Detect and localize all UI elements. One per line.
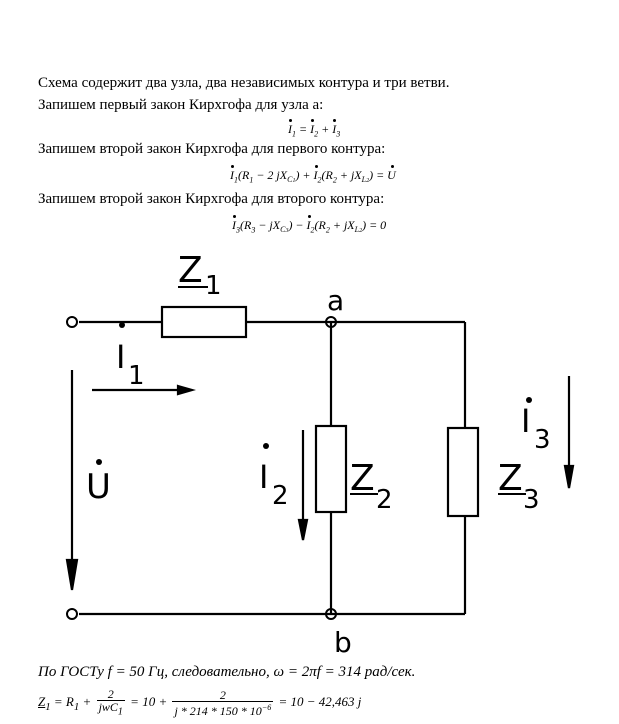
z2-label: Z bbox=[350, 458, 375, 499]
second-law-heading-2: Запишем второй закон Кирхгофа для второго контура: bbox=[38, 191, 385, 207]
second-law-heading-1: Запишем второй закон Кирхгофа для первого контура: bbox=[38, 141, 386, 157]
z1-calculation: $Z_1 = R_1$ + $\frac{2}{jwC_1}$ = 10 + $\frac{2}{j * 214 * 150 * 10^{-6}}$ = 10 − 42,463 j bbox=[38, 687, 362, 719]
i2-subscript: 2 bbox=[272, 481, 289, 511]
terminal-top bbox=[67, 317, 77, 327]
i1-dot bbox=[119, 322, 125, 328]
node-a-label: a bbox=[327, 284, 345, 317]
z3-subscript: 3 bbox=[523, 485, 540, 515]
u-arrowhead bbox=[67, 560, 77, 590]
z2-resistor bbox=[316, 426, 346, 512]
z1-subscript: 1 bbox=[205, 271, 222, 301]
u-dot bbox=[96, 459, 102, 465]
z1-label: Z bbox=[178, 250, 203, 291]
i1-label: I bbox=[116, 338, 126, 376]
terminal-bottom bbox=[67, 609, 77, 619]
i3-subscript: 3 bbox=[534, 425, 551, 455]
z3-label: Z bbox=[498, 458, 523, 499]
i2-label: I bbox=[259, 458, 269, 496]
u-label: U bbox=[86, 467, 111, 507]
i3-label: I bbox=[521, 402, 531, 440]
i3-arrowhead bbox=[565, 466, 573, 488]
node-b-label: b bbox=[334, 626, 352, 659]
z1-fraction-2: $\frac{2}{j * 214 * 150 * 10^{-6}}$ bbox=[174, 688, 272, 719]
i2-dot bbox=[263, 443, 269, 449]
gost-line: По ГОСТу f = 50 Гц, следовательно, ω = 2πf = 314 рад/сек. bbox=[38, 664, 416, 680]
i2-arrowhead bbox=[299, 520, 307, 540]
circuit-diagram bbox=[0, 228, 619, 660]
kirchhoff-second-law-equation-2: $I_3(R_3 - jX_{C3}) - I_2(R_2 + jX_{L2}) = 0$ bbox=[232, 218, 387, 235]
z1-fraction-1: $\frac{2}{jwC_1}$ bbox=[98, 687, 123, 718]
z3-resistor bbox=[448, 428, 478, 516]
kirchhoff-first-law-equation: $I_1 = I_2 + I_3$ bbox=[288, 122, 341, 139]
intro-text: Схема содержит два узла, два независимых контура и три ветви. bbox=[38, 75, 450, 91]
z1-resistor bbox=[162, 307, 246, 337]
kirchhoff-second-law-equation-1: $I_1(R_1 - 2$ $jX_{C1}) + I_2(R_2 + jX_{L2}) = U$ bbox=[230, 168, 396, 185]
first-law-heading: Запишем первый закон Кирхгофа для узла a: bbox=[38, 97, 324, 113]
i1-subscript: 1 bbox=[128, 361, 145, 391]
i1-arrowhead bbox=[178, 386, 192, 394]
z2-subscript: 2 bbox=[376, 485, 393, 515]
